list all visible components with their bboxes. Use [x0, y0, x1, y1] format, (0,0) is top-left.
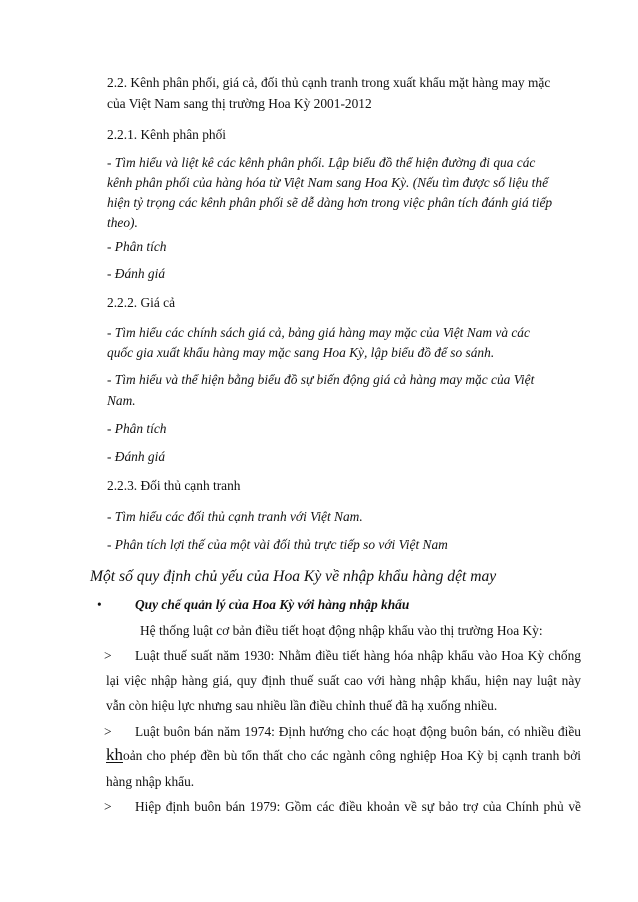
section-2-2-2-task2-line: Nam.	[107, 393, 136, 408]
bullet-marker: •	[97, 597, 102, 612]
law3-line: Hiệp định buôn bán 1979: Gồm các điều khoản về sự bảo trợ của Chính phủ về	[135, 799, 581, 814]
section-2-2-heading-line1: 2.2. Kênh phân phối, giá cả, đối thủ cạnh tranh trong xuất khẩu mặt hàng may mặc	[107, 75, 551, 90]
section-2-2-2-task2-line: - Tìm hiểu và thể hiện bằng biểu đồ sự biến động giá cả hàng may mặc của Việt	[107, 372, 535, 387]
section-2-2-3-task2: - Phân tích lợi thế của một vài đối thủ trực tiếp so với Việt Nam	[107, 537, 448, 552]
section-2-2-heading-line2: của Việt Nam sang thị trường Hoa Kỳ 2001-2012	[107, 96, 372, 111]
law2-line: Luật buôn bán năm 1974: Định hướng cho các hoạt động buôn bán, có nhiều điều	[135, 724, 581, 739]
law2-line	[106, 746, 581, 765]
section-2-2-2-task1-line: - Tìm hiểu các chính sách giá cả, bảng giá hàng may mặc của Việt Nam và các	[107, 325, 530, 340]
law2-kh-fragment: kh	[106, 745, 123, 764]
section-2-2-2-heading: 2.2.2. Giá cả	[107, 295, 176, 310]
section-2-2-3-task1: - Tìm hiểu các đối thủ cạnh tranh với Việt Nam.	[107, 509, 363, 524]
section-2-2-3-heading: 2.2.3. Đối thủ cạnh tranh	[107, 478, 241, 493]
section-2-2-1-task-line: kênh phân phối của hàng hóa từ Việt Nam sang Hoa Kỳ. (Nếu tìm được số liệu thể	[107, 175, 549, 190]
section-2-2-1-task-line: hiện tỷ trọng các kênh phân phối sẽ dễ dàng hơn trong việc phân tích đánh giá tiếp	[107, 195, 553, 210]
law2-line: hàng nhập khẩu.	[106, 774, 195, 789]
law1-line: lại việc nhập hàng giá, quy định thuế suất cao với hàng nhập khẩu, hiện nay luật này	[106, 673, 581, 688]
section-2-2-1-evaluate: - Đánh giá	[107, 266, 166, 281]
section-2-2-1-analyze: - Phân tích	[107, 239, 167, 254]
bullet-heading: Quy chế quản lý của Hoa Kỳ với hàng nhập khẩu	[135, 597, 410, 612]
section-2-2-2-analyze: - Phân tích	[107, 421, 167, 436]
section-2-2-2-evaluate: - Đánh giá	[107, 449, 166, 464]
section-2-2-2-task1-line: quốc gia xuất khẩu hàng may mặc sang Hoa Kỳ, lập biểu đồ để so sánh.	[107, 345, 495, 360]
law1-line: vẫn còn hiệu lực nhưng sau nhiều lần điều chỉnh thuế đã hạ xuống nhiều.	[106, 698, 498, 713]
law2-line-rest: oản cho phép đền bù tổn thất cho các ngành công nghiệp Hoa Kỳ bị cạnh tranh bởi	[123, 748, 581, 763]
arrow-marker: >	[104, 799, 112, 814]
law1-line: Luật thuế suất năm 1930: Nhằm điều tiết hàng hóa nhập khẩu vào Hoa Kỳ chống	[135, 648, 581, 663]
regulations-title: Một số quy định chủ yếu của Hoa Kỳ về nhập khẩu hàng dệt may	[90, 568, 497, 585]
section-2-2-1-task-line: theo).	[107, 215, 138, 230]
arrow-marker: >	[104, 724, 112, 739]
arrow-marker: >	[104, 648, 112, 663]
section-2-2-1-heading: 2.2.1. Kênh phân phối	[107, 127, 227, 142]
section-2-2-1-task-line: - Tìm hiểu và liệt kê các kênh phân phối. Lập biểu đồ thể hiện đường đi qua các	[107, 155, 536, 170]
regulations-intro: Hệ thống luật cơ bản điều tiết hoạt động nhập khẩu vào thị trường Hoa Kỳ:	[140, 623, 543, 638]
